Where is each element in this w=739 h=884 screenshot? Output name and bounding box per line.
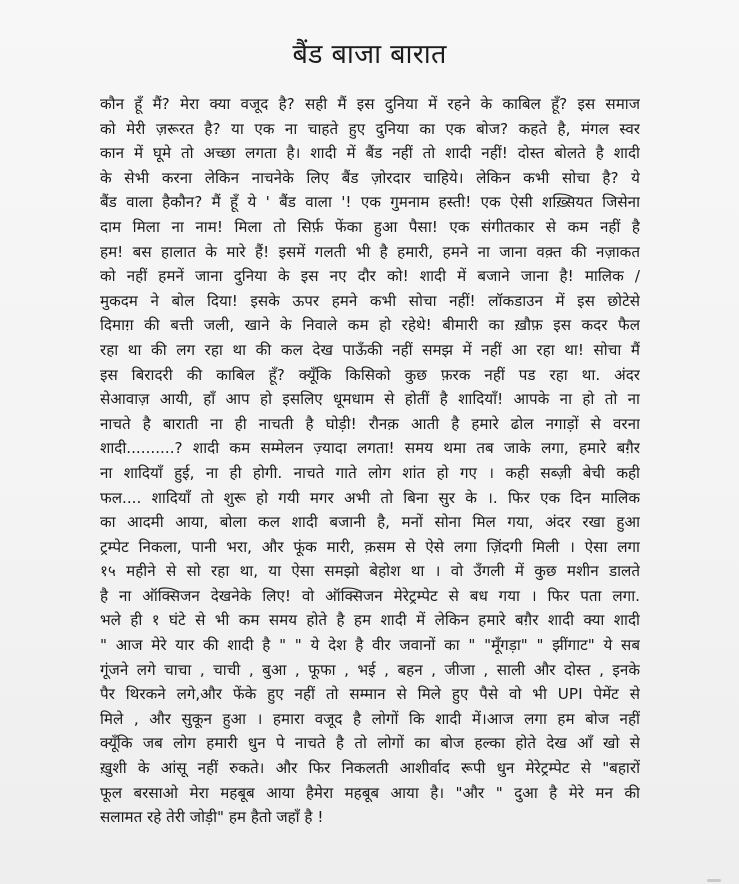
body-line: दाम मिला ना नाम! मिला तो सिर्फ़ फेंका हुआ पैसा! एक संगीतकार से कम नहीं है — [100, 217, 640, 236]
body-line: बैंड वाला हैकौन? मैं हूँ ये ' बैंड वाला '! एक गुमनाम हस्ती! एक ऐसी शख़्सियत जिसेना — [100, 193, 640, 212]
body-line: के सेभी करना लेकिन नाचनेके लिए बैंड ज़ोरदार चाहिये। लेकिन कभी सोचा है? ये — [100, 168, 640, 187]
body-line: पैर थिरकने लगे,और फेंके हुए नहीं तो सम्मान से मिले हुए पैसे वो भी UPI पेमेंट से — [100, 685, 640, 704]
body-line: शादी..........? शादी कम सम्मेलन ज़्यादा लगता! समय थमा तब जाके लगा, हमारे बग़ैर — [100, 439, 640, 458]
body-line: रहा था की लग रहा था की कल देख पाऊँकी नहीं समझ में नहीं आ रहा था! सोचा मैं — [100, 340, 640, 359]
body-line: ना शादियाँ हुई, ना ही होगी. नाचते गाते लोग शांत हो गए । कही सब्ज़ी बेची कही — [100, 463, 640, 482]
document-body — [100, 92, 640, 830]
body-line: कौन हूँ मैं? मेरा क्या वजूद है? सही मैं इस दुनिया में रहने के काबिल हूँ? इस समाज — [100, 95, 640, 113]
body-line: इस बिरादरी की काबिल हूँ? क्यूँकि किसिको कुछ फ़रक नहीं पड रहा था. अंदर — [100, 365, 640, 384]
body-line: है ना ऑक्सिजन देखनेके लिए! वो ऑक्सिजन मेरेट्रम्पेट से बध गया । फिर पता लगा. — [100, 586, 640, 605]
body-line: क्यूँकि जब लोग हमारी धुन पे नाचते है तो लोगों का बोज हल्का होते देख आँ खो से — [100, 734, 640, 753]
body-line: भले ही १ घंटे से भी कम समय होते है हम शादी में लेकिन हमारे बग़ैर शादी क्या शादी — [100, 611, 640, 630]
body-line: ख़ुशी के आंसू नहीं रुकते। और फिर निकलती आशीर्वाद रूपी धुन मेरेट्रम्पेट से "बहारों — [100, 759, 640, 778]
body-line: सलामत रहे तेरी जोड़ी" हम हैतो जहाँ है ! — [100, 808, 324, 827]
body-line: मुकदम ने बोल दिया! इसके ऊपर हमने कभी सोचा नहीं! लॉकडाउन में इस छोटेसे — [100, 291, 640, 310]
body-line: सेआवाज़ आयी, हाँ आप हो इसलिए धूमधाम से होतीं है शादियाँ! आपके ना हो तो ना — [100, 390, 640, 409]
body-line: " आज मेरे यार की शादी है " " ये देश है वीर जवानों का " "मूँगड़ा" " झींगाट" ये सब — [100, 636, 640, 655]
document-title: बैंड बाजा बारात — [292, 39, 447, 70]
body-line: नाचते है बाराती ना ही नाचती है घोड़ी! रौनक़ आती है हमारे ढोल नगाड़ों से वरना — [100, 414, 640, 433]
body-line: को मेरी ज़रूरत है? या एक ना चाहते हुए दुनिया का एक बोज? कहते है, मंगल स्वर — [100, 119, 640, 138]
body-line: फल.... शादियाँ तो शुरू हो गयी मगर अभी तो बिना सुर के ।. फिर एक दिन मालिक — [100, 488, 640, 507]
body-line: कान में घूमे तो अच्छा लगता है। शादी में बैंड नहीं तो शादी नहीं! दोस्त बोलते है शादी — [100, 144, 640, 163]
body-line: गूंजने लगे चाचा , चाची , बुआ , फूफा , भई , बहन , जीजा , साली और दोस्त , इनके — [100, 660, 640, 679]
body-line: का आदमी आया, बोला कल शादी बजानी है, मनों सोना मिल गया, अंदर रखा हुआ — [100, 513, 640, 532]
body-line: मिले , और सुकून हुआ । हमारा वजूद है लोगों कि शादी में।आज लगा हम बोज नहीं — [100, 709, 640, 728]
body-line: १५ महीने से सो रहा था, या ऐसा समझो बेहोश था । वो उँगली में कुछ मशीन डालते — [100, 562, 640, 581]
body-line: को नहीं हमनें जाना दुनिया के इस नए दौर को! शादी में बजाने जाना है! मालिक / — [100, 267, 640, 286]
body-line: फूल बरसाओ मेरा महबूब आया हैमेरा महबूब आया है। "और " दुआ है मेरे मन की — [100, 783, 640, 802]
page-edge-mark — [707, 879, 721, 882]
body-line: ट्रम्पेट निकला, पानी भरा, और फूंक मारी, क़सम से ऐसे लगा ज़िंदगी मिली । ऐसा लगा — [100, 537, 640, 556]
body-line: दिमाग़ की बत्ती जली, खाने के निवाले कम हो रहेथे! बीमारी का ख़ौफ़ इस कदर फैल — [100, 316, 640, 335]
body-line: हम! बस हालात के मारे हैं! इसमें गलती भी है हमारी, हमने ना जाना वक़्त की नज़ाकत — [100, 242, 640, 261]
